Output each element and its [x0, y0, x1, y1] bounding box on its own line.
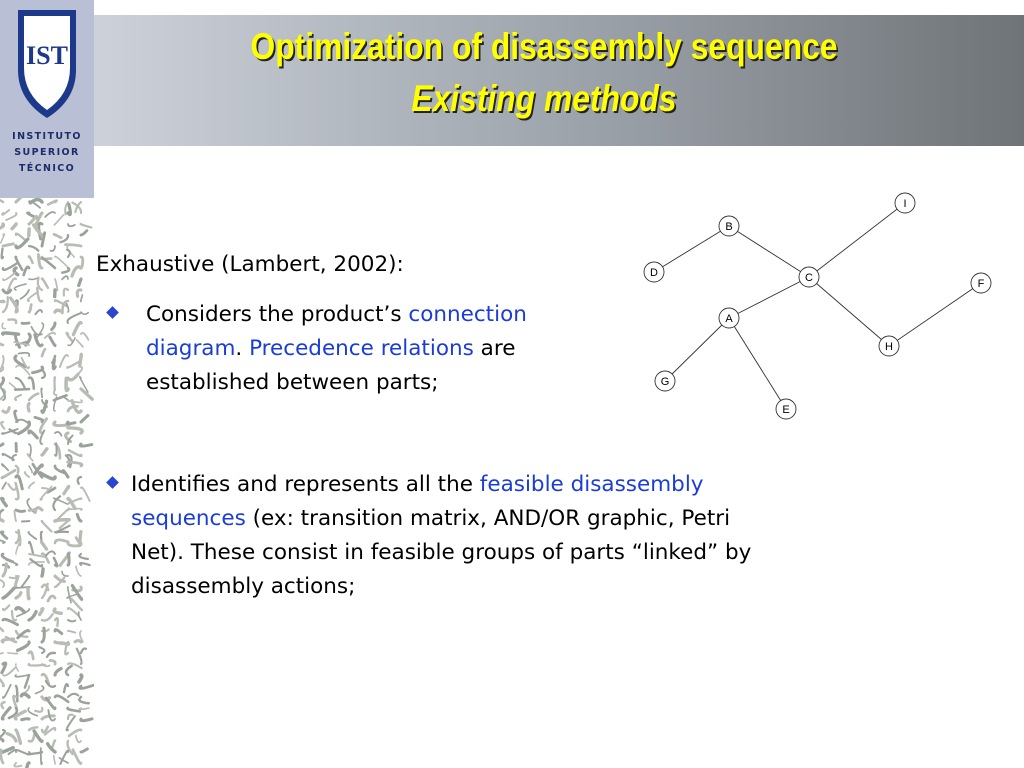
pattern-stroke [2, 663, 6, 673]
pattern-stroke [75, 641, 81, 642]
pattern-stroke [26, 763, 29, 768]
pattern-stroke [62, 268, 69, 273]
bullet-1-highlight: diagram [146, 336, 236, 361]
pattern-stroke [2, 210, 9, 215]
pattern-stroke [76, 566, 81, 576]
pattern-stroke [67, 333, 73, 341]
pattern-stroke [0, 341, 3, 345]
pattern-stroke [10, 383, 17, 389]
edge-A-E [729, 318, 786, 409]
pattern-stroke [2, 464, 8, 470]
node-I [895, 193, 915, 213]
pattern-stroke [55, 669, 61, 675]
pattern-stroke [79, 612, 81, 620]
edge-B-C [729, 226, 809, 277]
pattern-stroke [29, 652, 33, 659]
pattern-stroke [68, 204, 70, 214]
pattern-stroke [13, 696, 16, 708]
pattern-stroke [68, 587, 71, 603]
pattern-stroke [35, 708, 42, 712]
pattern-stroke [2, 470, 15, 478]
pattern-stroke [0, 653, 3, 662]
bullet-2-line-3: Net). These consist in feasible groups of parts “linked” by [131, 540, 752, 565]
pattern-stroke [67, 708, 79, 711]
pattern-stroke [42, 279, 48, 288]
pattern-stroke [76, 736, 81, 743]
pattern-stroke [29, 612, 36, 620]
pattern-stroke [3, 588, 14, 598]
pattern-stroke [79, 279, 81, 286]
pattern-stroke [80, 685, 94, 689]
pattern-stroke [25, 472, 29, 477]
pattern-stroke [36, 686, 44, 694]
pattern-stroke [22, 719, 29, 720]
pattern-stroke [29, 256, 33, 263]
pattern-stroke [42, 569, 43, 576]
bullet-2-text-part: (ex: transition matrix, AND/OR graphic, Petri [245, 506, 731, 531]
pattern-stroke [67, 313, 80, 323]
pattern-stroke [0, 623, 3, 631]
logo-line-3: TÉCNICO [18, 163, 76, 174]
pattern-stroke [81, 719, 92, 721]
logo-line-1: INSTITUTO [12, 131, 82, 142]
pattern-stroke [29, 466, 32, 473]
pattern-stroke [12, 224, 16, 229]
pattern-stroke [77, 290, 81, 296]
pattern-stroke [55, 630, 62, 634]
edge-C-A [729, 277, 809, 318]
logo-monogram: IST [26, 41, 68, 70]
pattern-stroke [42, 521, 52, 531]
pattern-stroke [55, 696, 68, 702]
pattern-stroke [68, 715, 73, 719]
pattern-stroke [15, 395, 21, 400]
pattern-stroke [50, 661, 55, 665]
node-E [776, 399, 796, 419]
pattern-stroke [55, 310, 61, 312]
left-decoration-strip [0, 0, 94, 768]
pattern-stroke [63, 471, 68, 477]
shield-logo-icon [0, 0, 94, 130]
pattern-stroke [68, 428, 82, 433]
pattern-stroke [0, 730, 5, 738]
bullet-1-text [146, 298, 626, 400]
pattern-stroke [29, 278, 38, 280]
pattern-stroke [16, 239, 28, 248]
pattern-stroke [66, 666, 72, 675]
node-label: F [977, 278, 985, 290]
pattern-stroke [2, 702, 5, 708]
pattern-stroke [68, 224, 75, 226]
pattern-stroke [62, 571, 68, 576]
pattern-stroke [6, 213, 16, 220]
pattern-stroke [81, 257, 83, 266]
pattern-stroke [1, 234, 5, 243]
edge-C-I [809, 203, 905, 277]
pattern-stroke [36, 310, 43, 314]
pattern-stroke [42, 449, 47, 455]
bullet-1-line-2 [146, 332, 626, 366]
pattern-stroke [79, 708, 89, 710]
pattern-stroke [3, 244, 13, 246]
pattern-stroke [62, 276, 68, 279]
pattern-stroke [54, 234, 61, 238]
pattern-stroke [3, 605, 9, 610]
pattern-stroke [42, 614, 53, 620]
edge-C-H [809, 277, 889, 346]
pattern-stroke [41, 542, 46, 549]
pattern-stroke [42, 488, 48, 489]
decorative-pattern [0, 198, 94, 768]
pattern-stroke [72, 267, 81, 276]
pattern-stroke [62, 642, 69, 644]
pattern-stroke [41, 532, 42, 542]
pattern-stroke [79, 554, 88, 559]
node-H [879, 336, 899, 356]
bullet-1-line-1 [146, 298, 626, 332]
node-label: A [725, 313, 733, 325]
pattern-stroke [29, 246, 38, 251]
pattern-stroke [77, 340, 84, 347]
pattern-stroke [73, 322, 81, 334]
pattern-stroke [2, 249, 3, 259]
node-label: B [725, 221, 733, 233]
pattern-stroke [16, 593, 21, 598]
pattern-stroke [51, 246, 55, 251]
pattern-stroke [42, 716, 54, 719]
pattern-stroke [28, 293, 36, 301]
pattern-stroke [81, 333, 88, 340]
bullet-2-line-2 [131, 502, 1001, 536]
pattern-stroke [35, 417, 44, 422]
pattern-stroke [14, 763, 21, 767]
bullet-1-text-part: Considers the product’s [146, 302, 409, 327]
pattern-stroke [2, 483, 6, 489]
pattern-stroke [16, 378, 25, 388]
pattern-stroke [68, 554, 69, 565]
pattern-stroke [16, 198, 21, 202]
pattern-stroke [55, 432, 62, 436]
pattern-stroke [30, 200, 42, 203]
pattern-stroke [29, 542, 33, 554]
pattern-stroke [1, 378, 4, 385]
pattern-stroke [81, 224, 92, 228]
pattern-stroke [41, 388, 42, 397]
pattern-stroke [45, 212, 55, 217]
pattern-stroke [55, 618, 58, 626]
pattern-stroke [64, 289, 68, 296]
pattern-stroke [64, 486, 69, 493]
pattern-stroke [55, 540, 68, 543]
pattern-stroke [81, 749, 87, 752]
bullet-2-line-4: disassembly actions; [131, 574, 356, 599]
pattern-stroke [29, 378, 34, 389]
pattern-stroke [53, 360, 55, 368]
slide-title: Optimization of disassembly sequence [250, 26, 838, 67]
pattern-stroke [0, 519, 3, 521]
pattern-stroke [81, 312, 88, 314]
pattern-stroke [80, 444, 92, 446]
bullet-1-text-part: are [473, 336, 516, 361]
pattern-stroke [67, 304, 69, 312]
pattern-stroke [15, 511, 17, 521]
pattern-stroke [41, 748, 42, 764]
pattern-stroke [50, 337, 55, 346]
node-C [799, 267, 819, 287]
pattern-stroke [64, 684, 68, 692]
pattern-stroke [52, 323, 55, 330]
section-heading: Exhaustive (Lambert, 2002): [96, 252, 404, 277]
pattern-stroke [65, 645, 68, 654]
pattern-stroke [79, 675, 82, 682]
pattern-stroke [16, 466, 18, 473]
pattern-stroke [24, 267, 29, 275]
pattern-stroke [0, 300, 4, 302]
pattern-stroke [33, 367, 43, 373]
pattern-stroke [29, 482, 34, 488]
pattern-stroke [66, 245, 82, 246]
bullet-2-text [131, 468, 1001, 604]
ist-logo [0, 0, 94, 198]
bullet-2-line-1 [131, 468, 1001, 502]
pattern-stroke [16, 483, 19, 499]
pattern-stroke [66, 378, 68, 390]
node-label: E [782, 404, 790, 416]
pattern-stroke [16, 544, 19, 554]
pattern-stroke [21, 576, 29, 587]
pattern-stroke [46, 698, 55, 709]
pattern-stroke [67, 362, 79, 368]
pattern-stroke [68, 543, 80, 546]
pattern-stroke [28, 404, 29, 411]
pattern-stroke [40, 609, 43, 615]
pattern-stroke [18, 642, 29, 650]
pattern-stroke [42, 371, 45, 378]
edge-H-F [889, 283, 981, 346]
pattern-stroke [67, 422, 75, 424]
pattern-stroke [35, 508, 42, 513]
bullet-1-text-part: . [235, 336, 250, 361]
node-label: H [885, 341, 893, 353]
pattern-stroke [15, 675, 28, 677]
node-label: I [903, 198, 907, 210]
logo-line-2: SUPERIOR [14, 147, 80, 158]
pattern-stroke [60, 355, 68, 367]
pattern-stroke [68, 374, 78, 380]
pattern-stroke [0, 444, 3, 448]
pattern-stroke [16, 686, 17, 701]
pattern-stroke [68, 620, 75, 621]
pattern-stroke [16, 664, 19, 671]
pattern-stroke [55, 256, 67, 266]
pattern-stroke [42, 727, 48, 733]
node-G [655, 371, 675, 391]
pattern-stroke [81, 295, 83, 302]
pattern-stroke [15, 389, 29, 390]
bullet-2-highlight: sequences [131, 506, 246, 531]
pattern-stroke [8, 653, 18, 654]
pattern-stroke [28, 588, 29, 598]
pattern-stroke [48, 201, 56, 205]
node-label: G [660, 376, 670, 388]
pattern-stroke [22, 521, 29, 522]
pattern-stroke [54, 215, 63, 225]
pattern-stroke [46, 551, 55, 555]
pattern-stroke [46, 681, 55, 687]
node-label: D [650, 267, 658, 279]
pattern-stroke [56, 532, 68, 533]
pattern-stroke [80, 354, 82, 366]
pattern-stroke [54, 389, 57, 395]
slide-subtitle: Existing methods [411, 78, 677, 119]
pattern-stroke [68, 694, 78, 697]
pattern-stroke [7, 734, 16, 741]
pattern-stroke [0, 577, 4, 587]
pattern-stroke [19, 353, 30, 356]
pattern-stroke [16, 608, 25, 613]
pattern-stroke [48, 596, 55, 601]
connection-diagram [630, 185, 1010, 430]
pattern-stroke [3, 297, 8, 312]
node-F [971, 273, 991, 293]
pattern-stroke [0, 539, 5, 543]
pattern-stroke [0, 198, 3, 202]
bullet-1-line-3: established between parts; [146, 370, 439, 395]
pattern-stroke [42, 349, 45, 356]
pattern-stroke [3, 408, 9, 413]
pattern-stroke [8, 319, 16, 323]
pattern-stroke [54, 756, 55, 764]
pattern-stroke [1, 532, 6, 538]
pattern-stroke [10, 576, 17, 578]
pattern-stroke [21, 290, 30, 299]
pattern-stroke [0, 738, 3, 742]
pattern-stroke [72, 599, 82, 610]
pattern-stroke [54, 558, 57, 566]
pattern-stroke [29, 305, 31, 313]
pattern-stroke [2, 323, 5, 329]
pattern-stroke [69, 730, 81, 736]
pattern-stroke [68, 631, 75, 633]
edge-D-B [654, 226, 729, 272]
pattern-stroke [67, 250, 70, 257]
pattern-stroke [77, 514, 81, 521]
pattern-stroke [80, 563, 90, 565]
pattern-stroke [28, 532, 36, 539]
pattern-stroke [0, 224, 3, 229]
node-D [644, 262, 664, 282]
edge-A-G [665, 318, 729, 381]
pattern-stroke [68, 400, 83, 402]
bullet-2-text-part: Identifies and represents all the [131, 472, 480, 497]
bullet-1-highlight: connection [408, 302, 527, 327]
pattern-stroke [81, 231, 87, 235]
pattern-stroke [81, 649, 86, 653]
bullet-1-highlight: Precedence relations [249, 336, 474, 361]
bullet-2-highlight: feasible disassembly [479, 472, 704, 497]
node-label: C [805, 272, 813, 284]
node-B [719, 216, 739, 236]
pattern-stroke [29, 394, 38, 400]
pattern-stroke [21, 694, 29, 697]
pattern-stroke [2, 498, 7, 505]
pattern-stroke [47, 653, 55, 657]
pattern-stroke [81, 416, 88, 423]
pattern-stroke [29, 431, 37, 438]
pattern-stroke [68, 608, 79, 616]
pattern-stroke [39, 647, 44, 653]
pattern-stroke [29, 734, 34, 741]
pattern-stroke [26, 334, 31, 345]
pattern-stroke [78, 477, 81, 484]
pattern-stroke [16, 510, 25, 511]
pattern-stroke [12, 611, 16, 620]
pattern-stroke [14, 284, 26, 290]
pattern-stroke [79, 697, 88, 703]
node-A [719, 308, 739, 328]
pattern-stroke [52, 740, 55, 747]
pattern-stroke [54, 609, 61, 613]
pattern-stroke [1, 422, 4, 429]
